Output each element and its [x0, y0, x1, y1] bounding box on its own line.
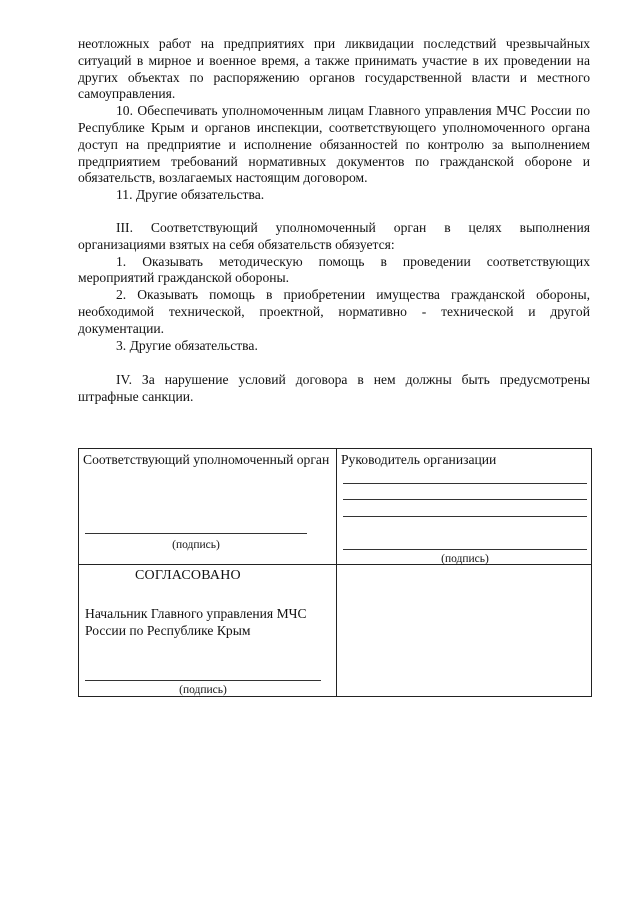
document-body	[78, 36, 590, 406]
head-line-1	[343, 483, 587, 484]
head-signature-line	[343, 549, 587, 550]
chief-label: Начальник Главного управления МЧС России по Республике Крым	[85, 605, 307, 638]
authority-label: Соответствующий уполномоченный орган	[83, 452, 330, 467]
section-3-intro: III. Соответствующий уполномоченный орган в целях выполнения организациями взятых на себя обязательств обязуется:	[78, 219, 590, 252]
head-signature-caption: (подпись)	[441, 553, 489, 565]
head-cell	[337, 449, 592, 565]
authority-signature-caption: (подпись)	[172, 539, 220, 551]
head-line-2	[343, 499, 587, 500]
agreed-label: СОГЛАСОВАНО	[135, 568, 241, 583]
agreed-cell	[79, 565, 337, 697]
paragraph-item-10: 10. Обеспечивать уполномоченным лицам Главного управления МЧС России по Республике Крым и органов инспекции, соответствующего уполномоченного органа доступ на предприятие и исполнение обязанностей по контролю за выполнением предприятием требований нормативных документов по гражданской обороне и обязательств, возлагаемых настоящим договором.	[78, 103, 590, 186]
authority-signature-line	[85, 533, 307, 534]
section-3-item-2: 2. Оказывать помощь в приобретении имущества гражданской обороны, необходимой технической, проектной, нормативно - технической и другой документации.	[78, 287, 590, 336]
head-line-3	[343, 516, 587, 517]
chief-signature-line	[85, 680, 321, 681]
empty-cell	[337, 565, 592, 697]
section-4-text: IV. За нарушение условий договора в нем должны быть предусмотрены штрафные санкции.	[78, 372, 590, 405]
section-3-item-1: 1. Оказывать методическую помощь в проведении соответствующих мероприятий гражданской обороны.	[78, 253, 590, 286]
section-3-item-3: 3. Другие обязательства.	[116, 337, 258, 353]
head-label: Руководитель организации	[341, 452, 497, 467]
paragraph-continuation: неотложных работ на предприятиях при ликвидации последствий чрезвычайных ситуаций в мирное и военное время, а также принимать участие в их проведении на других объектах по распоряжению органов государственной власти и местного самоуправления.	[78, 36, 590, 102]
signature-table	[78, 448, 592, 697]
authority-cell	[79, 449, 337, 565]
chief-signature-caption: (подпись)	[179, 684, 227, 696]
paragraph-item-11: 11. Другие обязательства.	[116, 187, 265, 203]
